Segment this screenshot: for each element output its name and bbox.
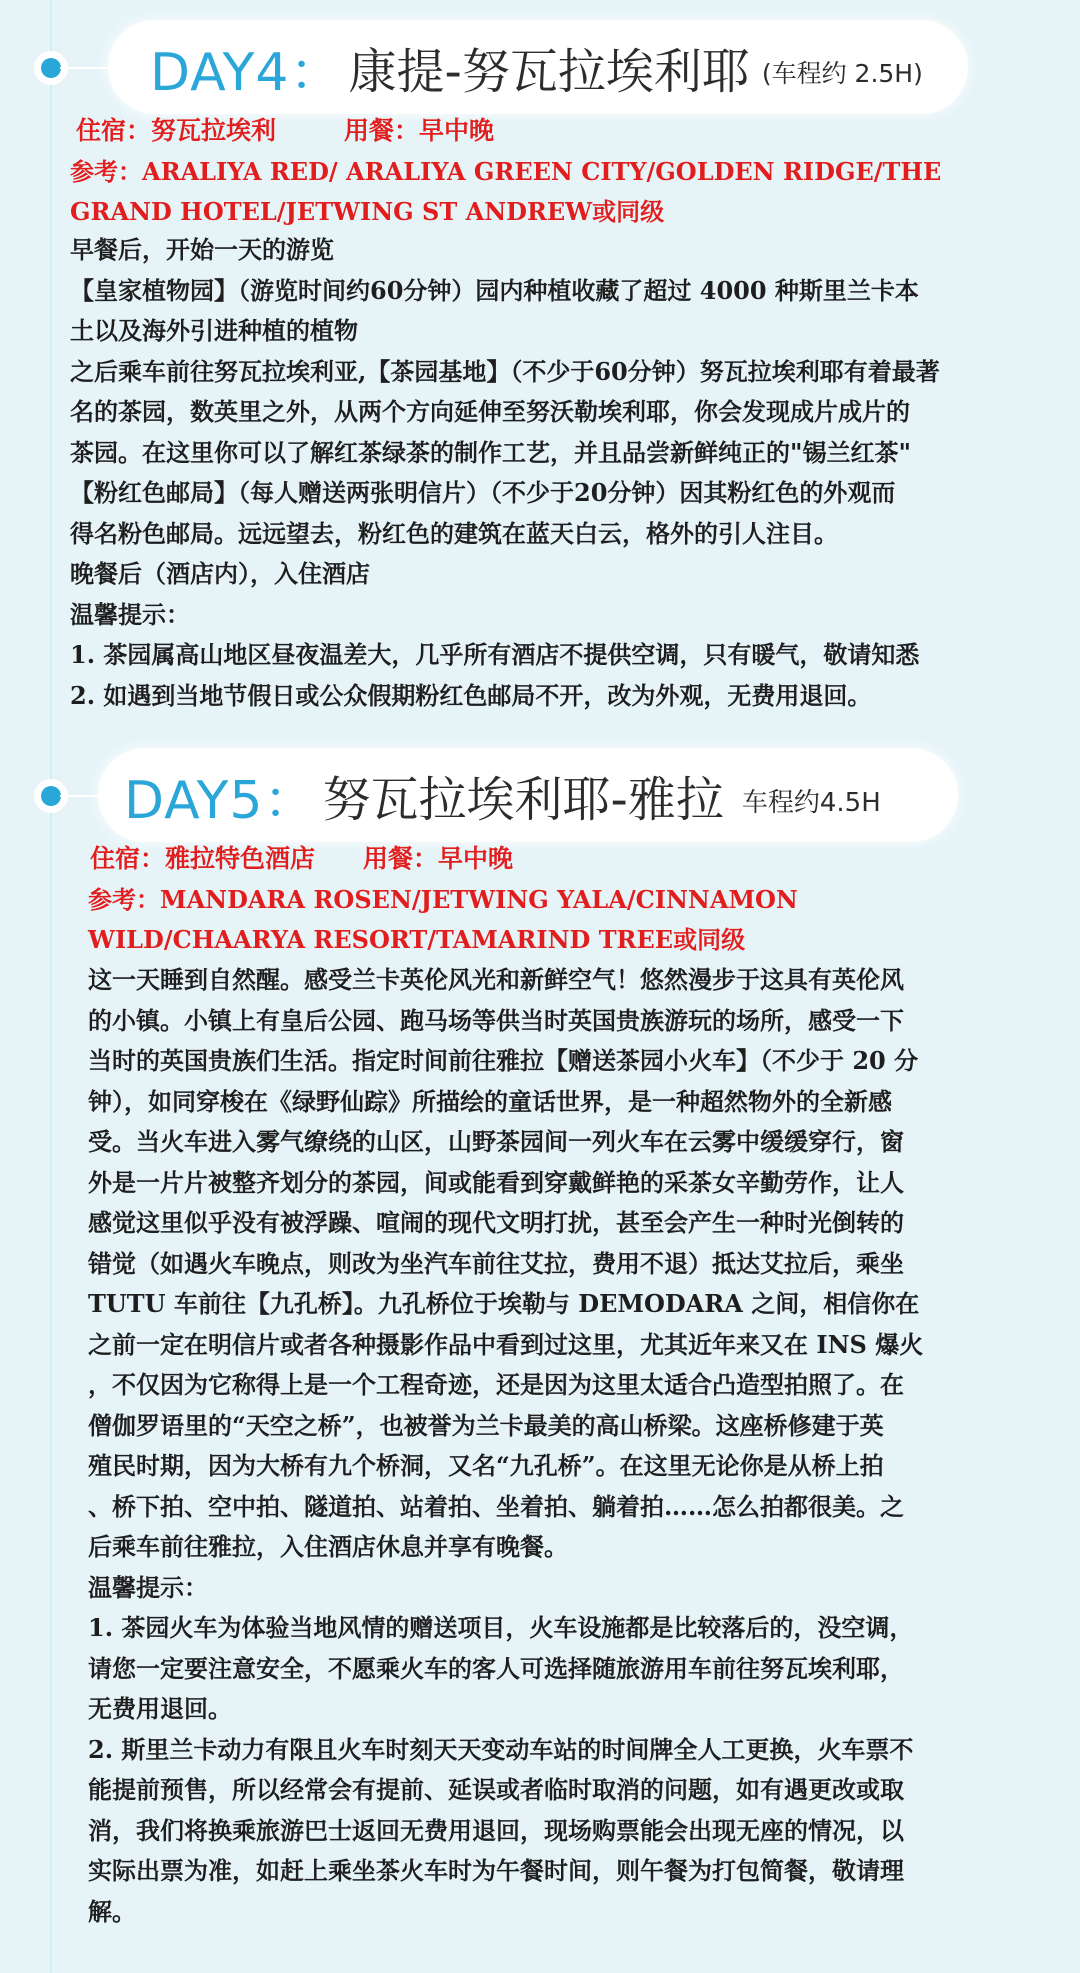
tip-item: 能提前预售，所以经常会有提前、延误或者临时取消的问题，如有遇更改或取 (88, 1775, 904, 1804)
reference-line: WILD/CHAARYA RESORT/TAMARIND TREE或同级 (88, 925, 746, 954)
text-line: TUTU 车前往【九孔桥】。九孔桥位于埃勒与 DEMODARA 之间，相信你在 (88, 1289, 920, 1318)
stay-meal-line (90, 839, 513, 875)
stay-label: 住宿：雅拉特色酒店 (90, 844, 316, 873)
hotel-reference (88, 880, 1058, 960)
tips-heading: 温馨提示： (88, 1572, 208, 1602)
tip-item: 消，我们将换乘旅游巴士返回无费用退回，现场购票能会出现无座的情况，以 (88, 1815, 904, 1845)
text-line: 僧伽罗语里的“天空之桥”，也被誉为兰卡最美的高山桥梁。这座桥修建于英 (88, 1410, 884, 1440)
tip-item: 2. 斯里兰卡动力有限且火车时刻天天变动车站的时间牌全人工更换，火车票不 (88, 1734, 914, 1764)
text-line: 茶园。在这里你可以了解红茶绿茶的制作工艺，并且品尝新鲜纯正的"锡兰红茶" (70, 437, 912, 467)
timeline-dot (41, 58, 61, 78)
route-title: 努瓦拉埃利耶-雅拉 (322, 771, 724, 828)
text-line: 【皇家植物园】（游览时间约60分钟）园内种植收藏了超过 4000 种斯里兰卡本 (70, 275, 919, 305)
tip-item: 2. 如遇到当地节假日或公众假期粉红色邮局不开，改为外观，无费用退回。 (70, 680, 872, 710)
timeline-connector (60, 67, 110, 69)
drive-time: 车程约4.5H (741, 787, 881, 818)
text-line: 得名粉色邮局。远远望去，粉红色的建筑在蓝天白云，格外的引人注目。 (70, 518, 838, 548)
text-line: 的小镇。小镇上有皇后公园、跑马场等供当时英国贵族游玩的场所，感受一下 (88, 1005, 904, 1035)
timeline-line (50, 0, 52, 1973)
reference-line: 参考：MANDARA ROSEN/JETWING YALA/CINNAMON (88, 885, 798, 914)
text-line: 感觉这里似乎没有被浮躁、喧闹的现代文明打扰，甚至会产生一种时光倒转的 (88, 1208, 904, 1237)
text-line: 之前一定在明信片或者各种摄影作品中看到过这里，尤其近年来又在 INS 爆火 (88, 1329, 924, 1359)
text-line: 殖民时期，因为大桥有九个桥洞，又名“九孔桥”。在这里无论你是从桥上拍 (88, 1451, 884, 1480)
text-line: 早餐后，开始一天的游览 (70, 235, 334, 264)
tip-item: 解。 (88, 1896, 136, 1926)
meal-label: 用餐：早中晚 (363, 844, 514, 873)
day-header-pill (108, 20, 968, 114)
timeline-dot (41, 786, 61, 806)
reference-line: GRAND HOTEL/JETWING ST ANDREW或同级 (70, 197, 665, 226)
tip-item: 请您一定要注意安全，不愿乘火车的客人可选择随旅游用车前往努瓦埃利耶， (88, 1653, 904, 1683)
route-title: 康提-努瓦拉埃利耶 (348, 43, 750, 100)
tip-item: 实际出票为准，如赶上乘坐茶火车时为午餐时间，则午餐为打包简餐，敬请理 (88, 1856, 904, 1885)
reference-line: 参考：ARALIYA RED/ ARALIYA GREEN CITY/GOLDEN RIDGE/THE (70, 157, 942, 186)
hotel-reference (70, 152, 1060, 232)
text-line: 后乘车前往雅拉，入住酒店休息并享有晚餐。 (88, 1532, 568, 1561)
tips-heading: 温馨提示： (70, 599, 190, 629)
day-label: DAY5： (124, 770, 317, 831)
text-line: 当时的英国贵族们生活。指定时间前往雅拉【赠送茶园小火车】（不少于 20 分 (88, 1046, 919, 1075)
day-header-pill (98, 748, 958, 842)
text-line: 【粉红色邮局】（每人赠送两张明信片）（不少于20分钟）因其粉红色的外观而 (70, 478, 896, 507)
text-line: 钟），如同穿梭在《绿野仙踪》所描绘的童话世界，是一种超然物外的全新感 (88, 1086, 892, 1116)
text-line: 名的茶园，数英里之外，从两个方向延伸至努沃勒埃利耶，你会发现成片成片的 (70, 397, 910, 426)
text-line: 这一天睡到自然醒。感受兰卡英伦风光和新鲜空气！悠然漫步于这具有英伦风 (88, 965, 904, 994)
meal-label: 用餐：早中晚 (344, 116, 495, 145)
text-line: 、桥下拍、空中拍、隧道拍、站着拍、坐着拍、躺着拍……怎么拍都很美。之 (88, 1491, 904, 1521)
itinerary-text (88, 960, 1068, 1932)
text-line: 之后乘车前往努瓦拉埃利亚,【茶园基地】（不少于60分钟）努瓦拉埃利耶有着最著 (70, 356, 940, 386)
text-line: 外是一片片被整齐划分的茶园，间或能看到穿戴鲜艳的采茶女辛勤劳作，让人 (88, 1167, 904, 1197)
text-line: 受。当火车进入雾气缭绕的山区，山野茶园间一列火车在云雾中缓缓穿行，窗 (88, 1127, 904, 1156)
stay-label: 住宿：努瓦拉埃利 (76, 116, 277, 145)
text-line: ，不仅因为它称得上是一个工程奇迹，还是因为这里太适合凸造型拍照了。在 (88, 1370, 904, 1399)
drive-time: (车程约 2.5H) (761, 59, 923, 88)
tip-item: 1. 茶园属高山地区昼夜温差大，几乎所有酒店不提供空调，只有暖气，敬请知悉 (70, 640, 920, 669)
text-line: 错觉（如遇火车晚点，则改为坐汽车前往艾拉，费用不退）抵达艾拉后，乘坐 (88, 1248, 904, 1278)
itinerary-text (70, 230, 1070, 716)
tip-item: 无费用退回。 (88, 1694, 232, 1723)
text-line: 土以及海外引进种植的植物 (70, 316, 358, 345)
text-line: 晚餐后（酒店内），入住酒店 (70, 559, 370, 588)
day-label: DAY4： (150, 42, 343, 103)
tip-item: 1. 茶园火车为体验当地风情的赠送项目，火车设施都是比较落后的，没空调， (88, 1613, 914, 1642)
stay-meal-line (76, 111, 494, 147)
